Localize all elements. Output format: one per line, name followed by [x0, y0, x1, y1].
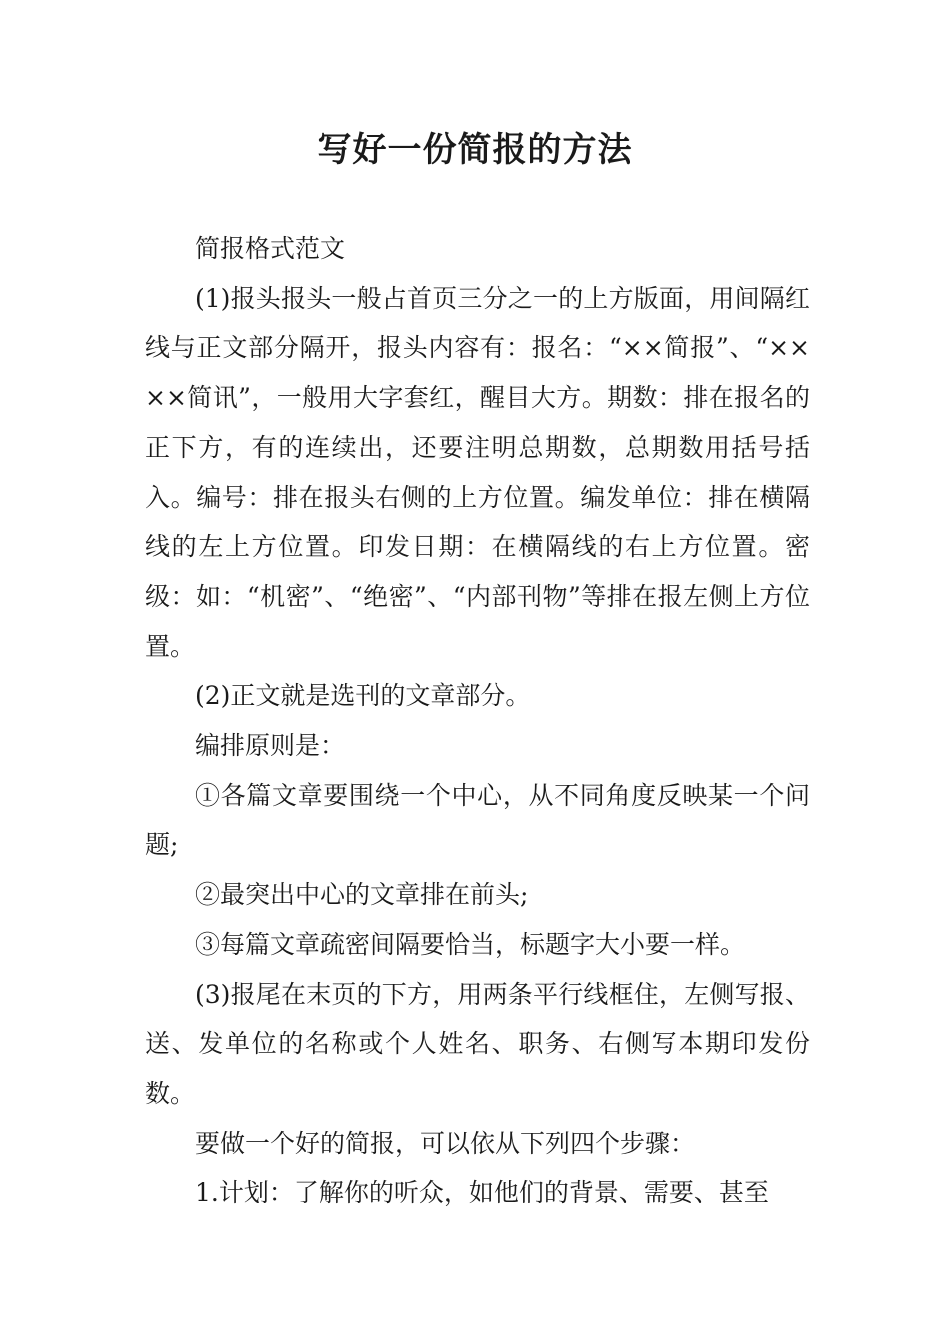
list-item-principle-1: ①各篇文章要围绕一个中心，从不同角度反映某一个问题; — [145, 780, 810, 860]
subheading-format-sample: 简报格式范文 — [195, 234, 346, 263]
document-body — [145, 224, 810, 1218]
paragraph-four-steps: 要做一个好的简报，可以依从下列四个步骤： — [195, 1128, 696, 1158]
list-item-principle-2: ②最突出中心的文章排在前头; — [195, 880, 529, 910]
list-item-step-1: 1.计划：了解你的听众，如他们的背景、需要、甚至 — [195, 1178, 769, 1208]
paragraph-main-text: (2)正文就是选刊的文章部分。 — [195, 681, 531, 711]
list-item-principle-3: ③每篇文章疏密间隔要恰当，标题字大小要一样。 — [195, 929, 746, 959]
document-title: 写好一份简报的方法 — [317, 130, 633, 170]
paragraph-layout-principles: 编排原则是： — [195, 731, 346, 761]
paragraph-masthead: (1)报头报头一般占首页三分之一的上方版面，用间隔红线与正文部分隔开，报头内容有：报名：“××简报”、“××××简讯”，一般用大字套红，醒目大方。期数：排在报名的正下方，有的连续出，还要注明总期数，总期数用括号括入。编号：排在报头右侧的上方位置。编发单位：排在横隔线的左上方位置。印发日期：在横隔线的右上方位置。密级：如：“机密”、“绝密”、“内部刊物”等排在报左侧上方位置。 — [145, 283, 810, 661]
paragraph-footer: (3)报尾在末页的下方，用两条平行线框住，左侧写报、送、发单位的名称或个人姓名、职务、右侧写本期印发份数。 — [145, 979, 810, 1108]
